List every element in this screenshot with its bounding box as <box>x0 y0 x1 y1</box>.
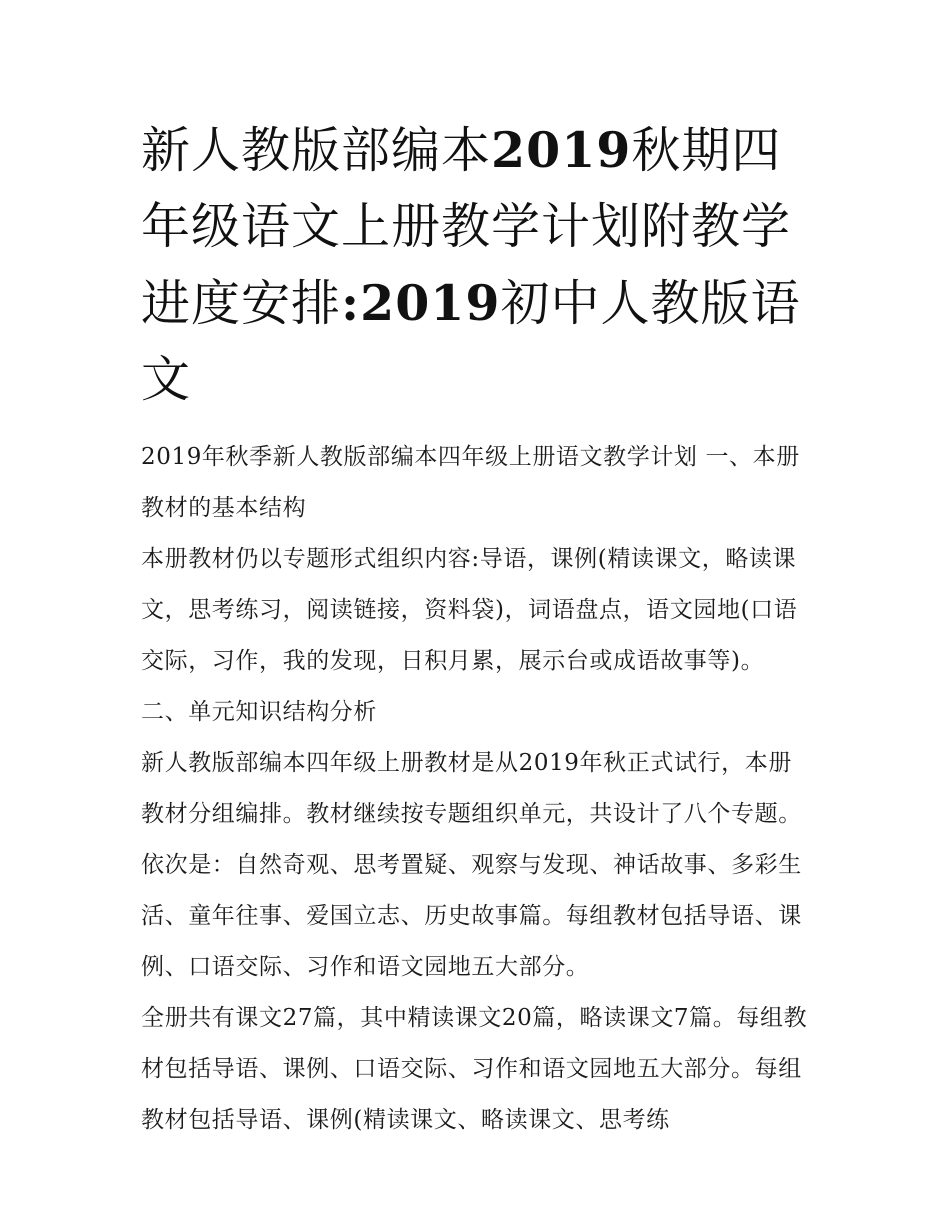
paragraph-structure: 本册教材仍以专题形式组织内容:导语，课例(精读课文，略读课文，思考练习，阅读链接，资料袋)，词语盘点，语文园地(口语交际，习作，我的发现，日积月累，展示台或成语故事等)。 <box>141 546 798 674</box>
paragraph-lessons: 全册共有课文27篇，其中精读课文20篇，略读课文7篇。每组教材包括导语、课例、口语交际、习作和语文园地五大部分。每组教材包括导语、课例(精读课文、略读课文、思考练 <box>141 1005 808 1133</box>
title-segment: 初中人教版语文 <box>141 275 801 408</box>
paragraph-analysis: 新人教版部编本四年级上册教材是从2019年秋正式试行，本册教材分组编排。教材继续按专题组织单元，共设计了八个专题。依次是：自然奇观、思考置疑、观察与发现、神话故事、多彩生活、童年往事、爱国立志、历史故事篇。每组教材包括导语、课例、口语交际、习作和语文园地五大部分。 <box>141 750 802 980</box>
section-heading: 二、单元知识结构分析 <box>141 699 377 725</box>
paragraph-intro: 2019年秋季新人教版部编本四年级上册语文教学计划 一、本册教材的基本结构 <box>141 444 800 521</box>
title-segment-year: 2019 <box>491 121 632 179</box>
document-title <box>141 112 813 418</box>
title-segment-year: :2019 <box>341 274 501 332</box>
title-segment: 秋期四年级语文上册教学计划附教学进度安排 <box>141 122 792 332</box>
title-segment: 新人教版部编本 <box>141 122 492 179</box>
document-page <box>141 112 813 1146</box>
